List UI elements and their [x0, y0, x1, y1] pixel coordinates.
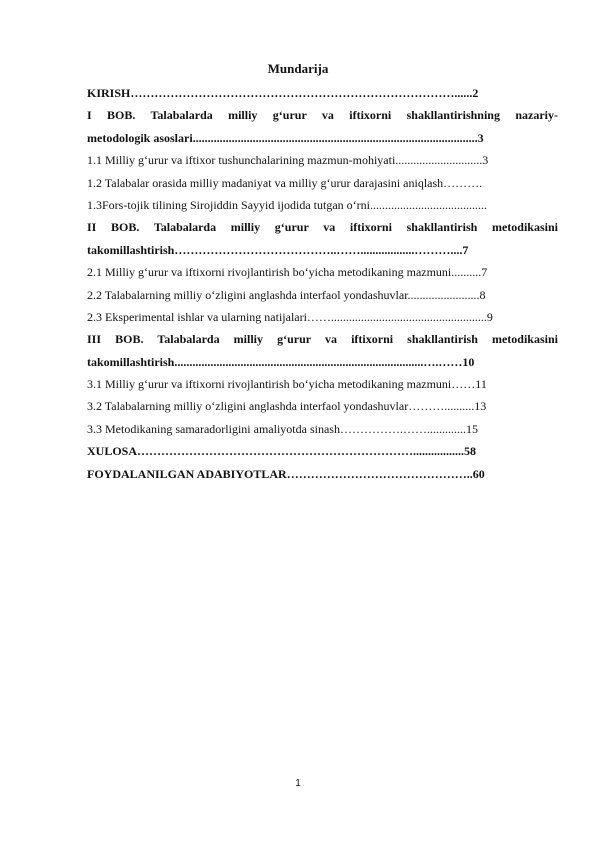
toc-entry-references: FOYDALANILGAN ADABIYOTLAR………………………………………..60 — [87, 466, 485, 481]
toc-entry-chapter-1-line-1: I BOB. Talabalarda milliy g‘urur va iftixorni shakllantirishning nazariy- — [87, 108, 558, 123]
toc-entry-chapter-2-line-2: takomillashtirish…………………………………..……..................………....7 — [87, 242, 469, 257]
toc-entry-kirish: KIRISH………………………………………………………………………......2 — [87, 86, 479, 100]
toc-entry-section-2-2: 2.2 Talabalarning milliy o‘zligini anglashda interfaol yondashuvlar........................8 — [87, 287, 486, 302]
toc-entry-chapter-1-line-2: metodologik asoslari...............................................................................................3 — [87, 130, 484, 145]
page-number: 1 — [295, 778, 301, 789]
toc-entry-section-3-1: 3.1 Milliy g‘urur va iftixorni rivojlantirish bo‘yicha metodikaning mazmuni……11 — [87, 377, 487, 392]
toc-entry-chapter-2-line-1: II BOB. Talabalarda milliy g‘urur va iftixorni shakllantirish metodikasini — [87, 220, 558, 235]
toc-title: Mundarija — [267, 61, 329, 76]
toc-entry-section-2-3: 2.3 Eksperimental ishlar va ularning natijalari……....................................................9 — [87, 309, 493, 324]
toc-entry-section-1-1: 1.1 Milliy g‘urur va iftixor tushunchalarining mazmun-mohiyati.............................3 — [87, 153, 489, 168]
toc-entry-chapter-3-line-1: III BOB. Talabalarda milliy g‘urur va iftixorni shakllantirish metodikasini — [87, 332, 558, 347]
toc-entry-xulosa: XULOSA…………………………………………………………….................58 — [87, 444, 477, 459]
toc-entry-chapter-3-line-2: takomillashtirish...................................................................................….……10 — [87, 354, 475, 369]
toc-entry-section-1-2: 1.2 Talabalar orasida milliy madaniyat va milliy g‘urur darajasini aniqlash………. — [87, 175, 483, 190]
toc-entry-section-2-1: 2.1 Milliy g‘urur va iftixorni rivojlantirish bo‘yicha metodikaning mazmuni..........7 — [87, 265, 488, 280]
toc-entry-section-3-3: 3.3 Metodikaning samaradorligini amaliyotda sinash…………….…….............15 — [87, 421, 478, 436]
table-of-contents — [87, 82, 558, 485]
toc-entry-section-3-2: 3.2 Talabalarning milliy o‘zligini anglashda interfaol yondashuvlar………..........13 — [87, 399, 487, 414]
toc-entry-section-1-3: 1.3Fors-tojik tilining Sirojiddin Sayyid ijodida tutgan o‘rni....................................... — [87, 197, 487, 212]
